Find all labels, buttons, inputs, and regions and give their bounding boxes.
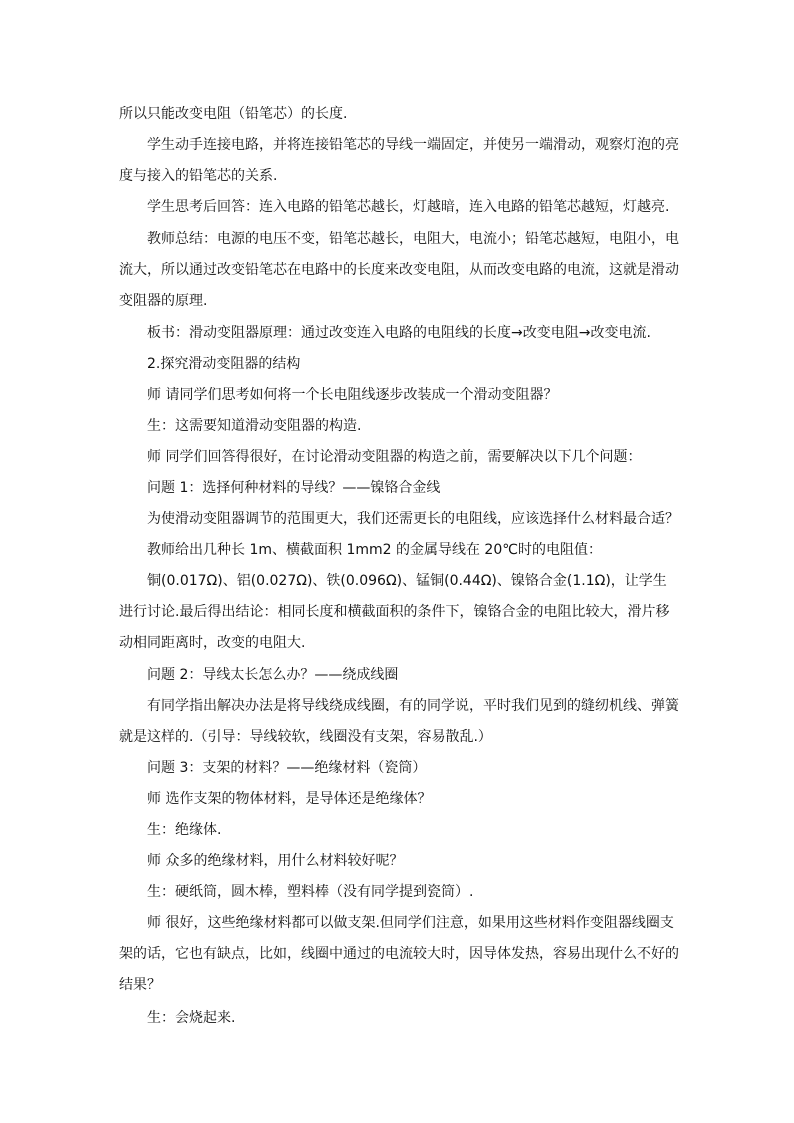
paragraph-question-1-detail: 为使滑动变阻器调节的范围更大，我们还需更长的电阻线，应该选择什么材料最合适？: [147, 511, 679, 527]
paragraph-resistance-data-intro: 教师给出几种长 1m、横截面积 1mm2 的金属导线在 20℃时的电阻值：: [147, 542, 602, 558]
paragraph-student-burn: 生：会烧起来.: [147, 1010, 236, 1026]
paragraph-student-answer: 学生思考后回答：连入电路的铅笔芯越长，灯越暗，连入电路的铅笔芯越短，灯越亮.: [147, 199, 670, 215]
paragraph-student-reply: 生：这需要知道滑动变阻器的构造.: [147, 418, 362, 434]
paragraph-teacher-support-question: 师 选作支架的物体材料，是导体还是绝缘体？: [147, 791, 432, 807]
question-2-heading: 问题 2：导线太长怎么办？——绕成线圈: [147, 667, 399, 683]
paragraph-blackboard-note: 板书：滑动变阻器原理：通过改变连入电路的电阻线的长度→改变电阻→改变电流.: [147, 325, 651, 341]
paragraph-student-experiment: 学生动手连接电路，并将连接铅笔芯的导线一端固定，并使另一端滑动，观察灯泡的亮度与接入的铅笔芯的关系.: [119, 137, 679, 184]
paragraph-teacher-material-question: 师 众多的绝缘材料，用什么材料较好呢？: [147, 853, 404, 869]
paragraph-student-insulator: 生：绝缘体.: [147, 822, 222, 838]
paragraph-teacher-summary: 教师总结：电源的电压不变，铅笔芯越长，电阻大，电流小；铅笔芯越短，电阻小，电流大，所以通过改变铅笔芯在电路中的长度来改变电阻，从而改变电路的电流，这就是滑动变阻器的原理.: [119, 231, 679, 309]
paragraph-teacher-intro: 师 同学们回答得很好，在讨论滑动变阻器的构造之前，需要解决以下几个问题：: [147, 449, 642, 465]
question-1-heading: 问题 1：选择何种材料的导线？——镍铬合金线: [147, 480, 441, 496]
section-heading-structure: 2.探究滑动变阻器的结构: [147, 356, 301, 372]
paragraph-coil-solution: 有同学指出解决办法是将导线绕成线圈，有的同学说，平时我们见到的缝纫机线、弹簧就是这样的.（引导：导线较软，线圈没有支架，容易散乱.）: [119, 698, 679, 745]
paragraph-student-materials: 生：硬纸筒，圆木棒，塑料棒（没有同学提到瓷筒）.: [147, 884, 474, 900]
paragraph-resistance-values: 铜(0.017Ω)、铝(0.027Ω)、铁(0.096Ω)、锰铜(0.44Ω)、镍铬合金(1.1Ω)，让学生进行讨论.最后得出结论：相同长度和横截面积的条件下，镍铬合金的电阻比较大，滑片移动相同距离时，改变的电阻大.: [119, 573, 670, 651]
question-3-heading: 问题 3：支架的材料？——绝缘材料（瓷筒）: [147, 760, 427, 776]
paragraph-teacher-question: 师 请同学们思考如何将一个长电阻线逐步改装成一个滑动变阻器？: [147, 387, 558, 403]
paragraph-continuation: 所以只能改变电阻（铅笔芯）的长度.: [119, 106, 348, 122]
paragraph-teacher-drawback: 师 很好，这些绝缘材料都可以做支架.但同学们注意，如果用这些材料作变阻器线圈支架的话，它也有缺点，比如，线圈中通过的电流较大时，因导体发热，容易出现什么不好的结果？: [119, 915, 679, 993]
